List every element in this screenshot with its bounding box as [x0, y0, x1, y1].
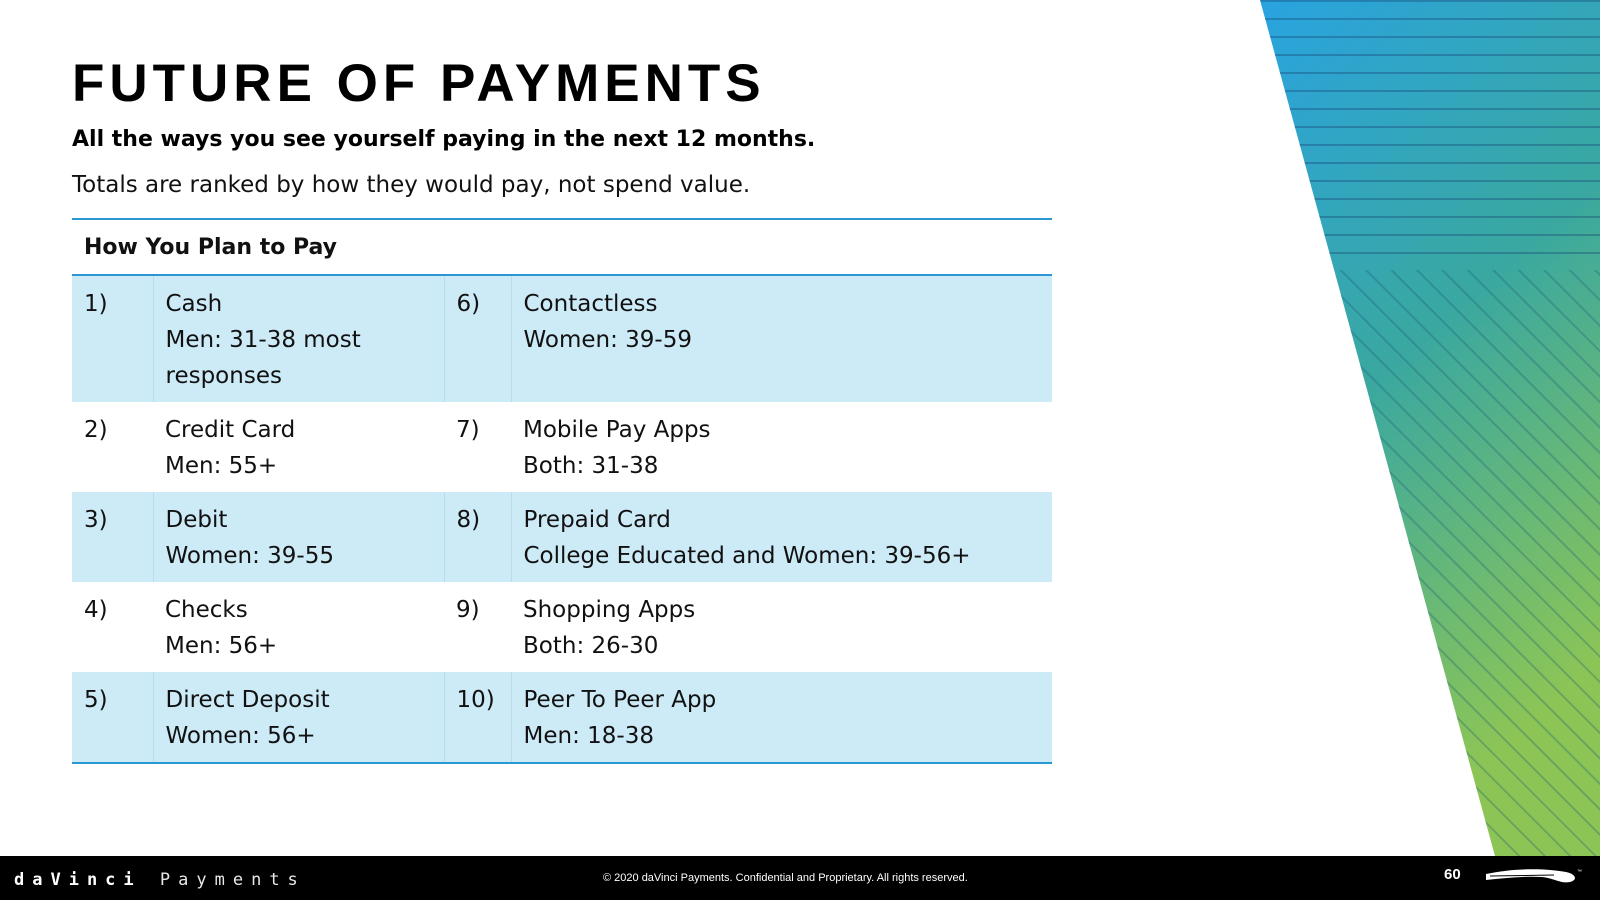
- payment-method-name: Peer To Peer App: [523, 687, 717, 713]
- table-row: [72, 672, 1052, 763]
- company-logo: [14, 870, 306, 890]
- subtitle: All the ways you see yourself paying in the next 12 months.: [72, 127, 816, 152]
- payment-method-cell: [511, 275, 1052, 402]
- rank-number: 5): [72, 672, 153, 763]
- page-title: FUTURE OF PAYMENTS: [72, 54, 766, 113]
- ranking-note: Totals are ranked by how they would pay, not spend value.: [72, 172, 751, 198]
- payment-method-detail: Men: 55+: [165, 453, 278, 479]
- payment-method-name: Shopping Apps: [523, 597, 696, 623]
- payment-method-cell: [153, 402, 444, 492]
- svg-text:™: ™: [1577, 869, 1582, 875]
- logo-text-bold: daVinci: [14, 870, 142, 890]
- payment-method-name: Checks: [165, 597, 248, 623]
- payment-method-cell: [153, 492, 444, 582]
- rank-number: 10): [444, 672, 511, 763]
- payment-method-name: Mobile Pay Apps: [523, 417, 711, 443]
- table-row: [72, 492, 1052, 582]
- payment-method-detail: Women: 56+: [165, 723, 316, 749]
- payment-method-cell: [511, 582, 1052, 672]
- table-row: [72, 582, 1052, 672]
- payment-method-name: Contactless: [523, 291, 658, 317]
- swoosh-logo-icon: [1484, 866, 1584, 888]
- payment-method-name: Credit Card: [165, 417, 296, 443]
- payment-method-name: Cash: [165, 291, 223, 317]
- table-header: How You Plan to Pay: [72, 219, 1052, 275]
- logo-text-light: Payments: [159, 870, 306, 890]
- payment-method-detail: Men: 18-38: [523, 723, 654, 749]
- payment-method-detail: Women: 39-55: [165, 543, 334, 569]
- rank-number: 9): [444, 582, 511, 672]
- payment-method-detail: Both: 31-38: [523, 453, 659, 479]
- rank-number: 8): [444, 492, 511, 582]
- rank-number: 2): [72, 402, 153, 492]
- payment-method-cell: [153, 672, 444, 763]
- payment-method-cell: [511, 492, 1052, 582]
- page-number: 60: [1444, 866, 1461, 883]
- payment-method-detail: Men: 56+: [165, 633, 278, 659]
- payment-methods-table: [72, 218, 1052, 764]
- payment-method-detail: Men: 31-38 most responses: [165, 327, 361, 389]
- rank-number: 6): [444, 275, 511, 402]
- table-row: [72, 402, 1052, 492]
- payment-method-detail: College Educated and Women: 39-56+: [523, 543, 971, 569]
- rank-number: 4): [72, 582, 153, 672]
- rank-number: 1): [72, 275, 153, 402]
- copyright-notice: © 2020 daVinci Payments. Confidential and Proprietary. All rights reserved.: [603, 872, 968, 884]
- payment-method-cell: [511, 672, 1052, 763]
- rank-number: 7): [444, 402, 511, 492]
- payment-method-detail: Both: 26-30: [523, 633, 659, 659]
- rank-number: 3): [72, 492, 153, 582]
- payment-method-name: Direct Deposit: [165, 687, 330, 713]
- payment-method-cell: [511, 402, 1052, 492]
- payment-method-cell: [153, 582, 444, 672]
- payment-method-name: Debit: [165, 507, 228, 533]
- payment-method-name: Prepaid Card: [523, 507, 671, 533]
- table-row: [72, 275, 1052, 402]
- payment-method-detail: Women: 39-59: [523, 327, 692, 353]
- table-header-row: [72, 219, 1052, 275]
- payment-method-cell: [153, 275, 444, 402]
